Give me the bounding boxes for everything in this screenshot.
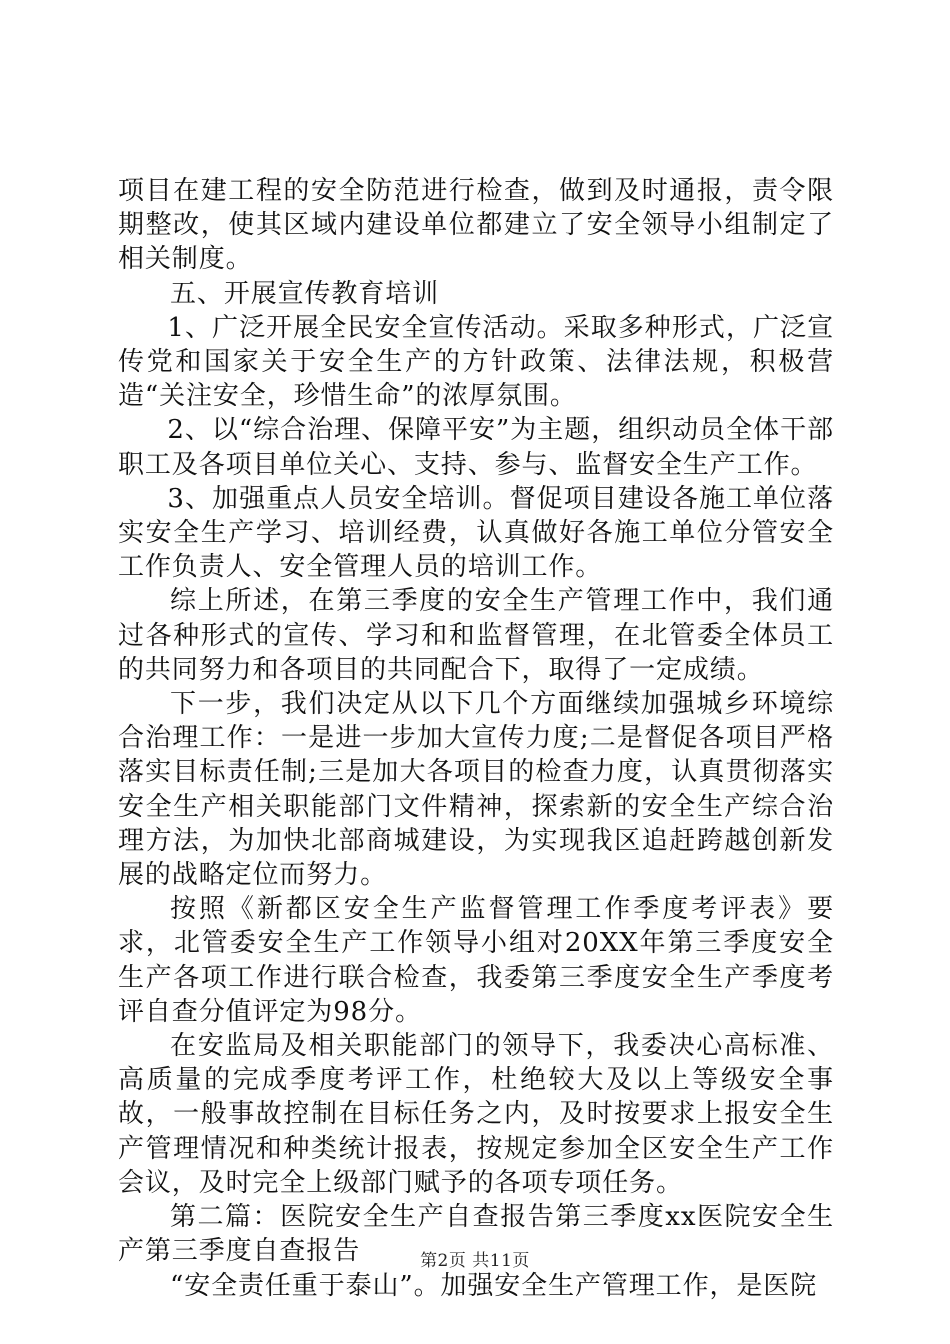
page-number-footer: 第2页 共11页 (420, 1251, 530, 1271)
paragraph-hospital-intro: “安全责任重于泰山”。加强安全生产管理工作，是医院 (170, 1270, 818, 1301)
section-heading-five: 五、开展宣传教育培训 (170, 278, 440, 309)
paragraph-summary: 综上所述，在第三季度的安全生产管理工作中，我们通过各种形式的宣传、学习和和监督管理，在北管委全体员工的共同努力和各项目的共同配合下，取得了一定成绩。 (118, 586, 834, 685)
paragraph-commitment: 在安监局及相关职能部门的领导下，我委决心高标准、高质量的完成季度考评工作，杜绝较大及以上等级安全事故，一般事故控制在目标任务之内，及时按要求上报安全生产管理情况和种类统计报表，按规定参加全区安全生产工作会议，及时完全上级部门赋予的各项专项任务。 (118, 1031, 834, 1198)
document-body (118, 174, 834, 1303)
paragraph-next-steps: 下一步，我们决定从以下几个方面继续加强城乡环境综合治理工作：一是进一步加大宣传力度;二是督促各项目严格落实目标责任制;三是加大各项目的检查力度，认真贯彻落实安全生产相关职能部门文件精神，探索新的安全生产综合治理方法，为加快北部商城建设，为实现我区追赶跨越创新发展的战略定位而努力。 (118, 689, 834, 891)
paragraph-item-3: 3、加强重点人员安全培训。督促项目建设各施工单位落实安全生产学习、培训经费，认真做好各施工单位分管安全工作负责人、安全管理人员的培训工作。 (118, 483, 834, 583)
paragraph-item-1: 1、广泛开展全民安全宣传活动。采取多种形式，广泛宣传党和国家关于安全生产的方针政策、法律法规，积极营造“关注安全，珍惜生命”的浓厚氛围。 (118, 312, 834, 412)
chapter-heading-two: 第二篇：医院安全生产自查报告第三季度xx医院安全生产第三季度自查报告 (118, 1202, 834, 1267)
paragraph-evaluation: 按照《新都区安全生产监督管理工作季度考评表》要求，北管委安全生产工作领导小组对20XX年第三季度安全生产各项工作进行联合检查，我委第三季度安全生产季度考评自查分值评定为98分。 (118, 894, 834, 1027)
paragraph-item-2: 2、以“综合治理、保障平安”为主题，组织动员全体干部职工及各项目单位关心、支持、参与、监督安全生产工作。 (118, 415, 834, 480)
paragraph-continuation: 项目在建工程的安全防范进行检查，做到及时通报，责令限期整改，使其区域内建设单位都建立了安全领导小组制定了相关制度。 (118, 176, 834, 275)
